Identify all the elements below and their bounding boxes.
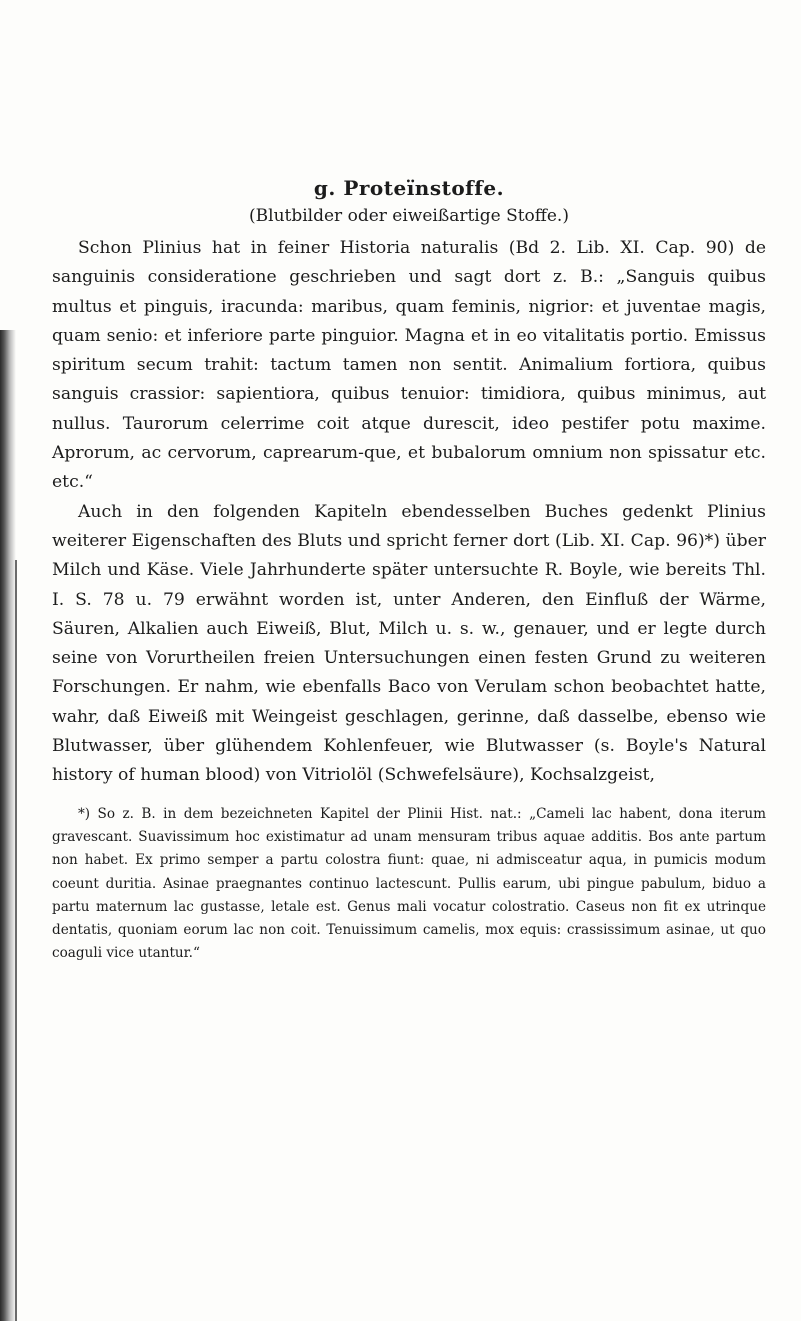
page-edge-line	[15, 560, 17, 1321]
footnote: *) So z. B. in dem bezeichneten Kapitel der Plinii Hist. nat.: „Cameli lac habent, dona iterum gravescant. Suavissimum hoc existimatur ad unam mensuram tribus aquae additis. Bos ante partum non habet. Ex primo semper a partu colostra fiunt: quae, ni admisceatur aqua, in pumicis modum coeunt duritia. Asinae praegnantes continuo lactescunt. Pullis earum, ubi pingue pabulum, biduo a partu maternum lac gustasse, letale est. Genus mali vocatur colostratio. Caseus non fit ex utrinque dentatis, quoniam eorum lac non coit. Tenuissimum camelis, mox equis: crassissimum asinae, ut quo coaguli vice utantur.“	[52, 805, 766, 962]
paragraph-boyle: Auch in den folgenden Kapiteln ebendesselben Buches gedenkt Plinius weiterer Eigenschaften des Bluts und spricht ferner dort (Lib. XI. Cap. 96)*) über Milch und Käse. Viele Jahrhunderte später untersuchte R. Boyle, wie bereits Thl. I. S. 78 u. 79 erwähnt worden ist, unter Anderen, den Einfluß der Wärme, Säuren, Alkalien auch Eiweiß, Blut, Milch u. s. w., genauer, und er legte durch seine von Vorurtheilen freien Untersuchungen einen festen Grund zu weiteren Forschungen. Er nahm, wie ebenfalls Baco von Verulam schon beobachtet hatte, wahr, daß Eiweiß mit Weingeist geschlagen, gerinne, daß dasselbe, ebenso wie Blutwasser, über glühendem Kohlenfeuer, wie Blutwasser (s. Boyle's Natural history of human blood) von Vitriolöl (Schwefelsäure), Kochsalzgeist,	[52, 501, 766, 786]
section-heading: g. Proteïnstoffe.	[313, 176, 505, 200]
page-content	[52, 176, 766, 979]
section-subheading: (Blutbilder oder eiweißartige Stoffe.)	[249, 206, 569, 226]
binding-shadow	[0, 330, 16, 1321]
paragraph-plinius: Schon Plinius hat in feiner Historia naturalis (Bd 2. Lib. XI. Cap. 90) de sanguinis consideratione geschrieben und sagt dort z. B.: „Sanguis quibus multus et pinguis, iracunda: maribus, quam feminis, nigrior: et juventae magis, quam senio: et inferiore parte pinguior. Magna et in eo vitalitatis portio. Emissus spiritum secum trahit: tactum tamen non sentit. Animalium fortiora, quibus sanguis crassior: sapientiora, quibus tenuior: timidiora, quibus minimus, aut nullus. Taurorum celerrime coit atque durescit, ideo pestifer potu maxime. Aprorum, ac cervorum, caprearum-que, et bubalorum omnium non spissatur etc. etc.“	[52, 238, 766, 493]
